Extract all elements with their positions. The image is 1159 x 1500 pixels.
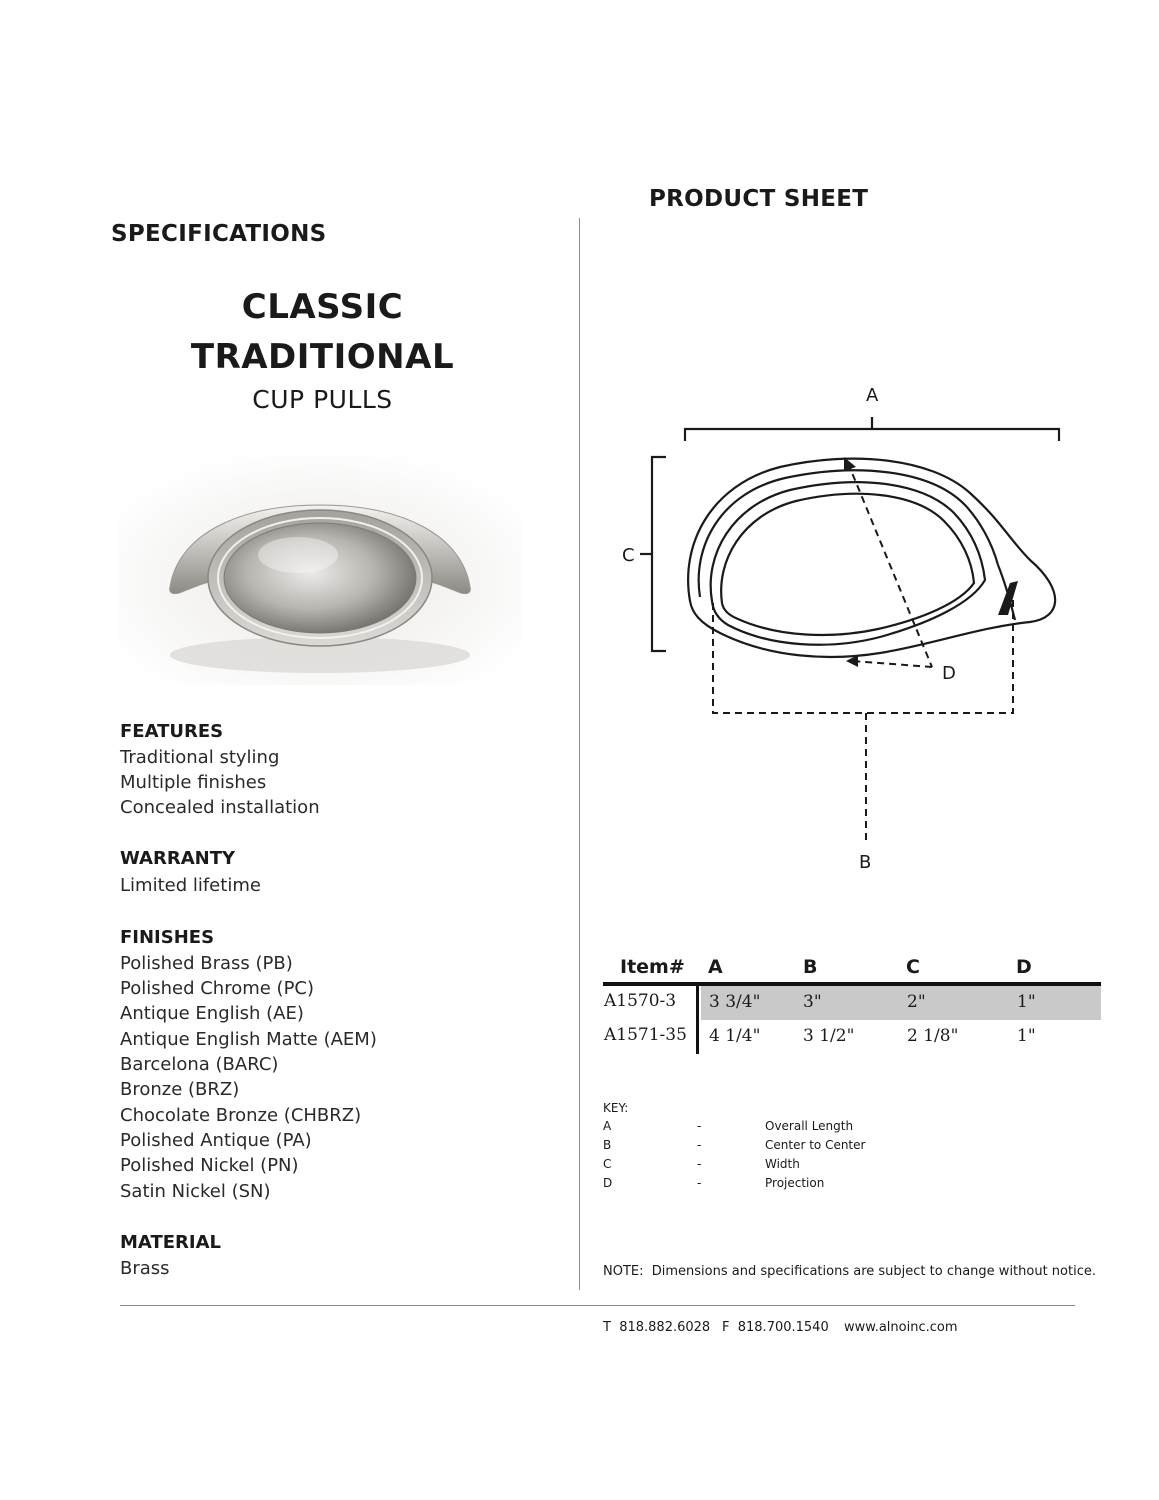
warranty-value: Limited lifetime	[120, 875, 261, 896]
feature-item: Concealed installation	[120, 797, 320, 818]
key-desc: Width	[765, 1157, 800, 1171]
table-cell: 3"	[803, 992, 822, 1012]
table-cell: 4 1/4"	[709, 1026, 761, 1046]
column-header-a: A	[708, 956, 723, 978]
dimension-label-a: A	[866, 385, 879, 406]
key-letter: B	[603, 1138, 612, 1152]
feature-item: Traditional styling	[120, 747, 280, 768]
key-title: KEY:	[603, 1101, 629, 1115]
dimension-label-b: B	[859, 852, 872, 873]
fax-number: F 818.700.1540	[722, 1320, 829, 1335]
disclaimer-note: NOTE: Dimensions and specifications are subject to change without notice.	[603, 1264, 1096, 1279]
table-cell: 2"	[907, 992, 926, 1012]
feature-item: Multiple finishes	[120, 772, 267, 793]
finish-item: Barcelona (BARC)	[120, 1054, 279, 1075]
table-cell: 1"	[1017, 992, 1036, 1012]
finish-item: Polished Nickel (PN)	[120, 1155, 299, 1176]
dimension-diagram	[600, 375, 1100, 895]
vertical-divider	[579, 218, 580, 1290]
column-header-b: B	[803, 956, 818, 978]
key-dash: -	[697, 1176, 702, 1190]
specifications-heading: SPECIFICATIONS	[111, 221, 327, 247]
table-cell: 2 1/8"	[907, 1026, 959, 1046]
finish-item: Antique English Matte (AEM)	[120, 1029, 377, 1050]
key-letter: D	[603, 1176, 613, 1190]
key-desc: Overall Length	[765, 1119, 854, 1133]
phone-number: T 818.882.6028	[603, 1320, 711, 1335]
footer-divider	[120, 1305, 1075, 1306]
column-header-d: D	[1016, 956, 1032, 978]
finishes-heading: FINISHES	[120, 927, 215, 948]
dimension-c-bracket	[652, 457, 666, 651]
finish-item: Polished Chrome (PC)	[120, 978, 315, 999]
table-cell-item: A1570-3	[604, 991, 677, 1011]
key-letter: C	[603, 1157, 612, 1171]
title-line-1: CLASSIC	[241, 287, 404, 327]
key-desc: Center to Center	[765, 1138, 866, 1152]
warranty-heading: WARRANTY	[120, 848, 236, 869]
table-row-highlight	[701, 986, 1101, 1020]
finish-item: Polished Brass (PB)	[120, 953, 293, 974]
title-line-2: TRADITIONAL	[190, 337, 455, 377]
dimension-b-box	[713, 585, 1013, 713]
table-column-rule	[696, 986, 699, 1054]
website-link[interactable]: www.alnoinc.com	[844, 1320, 958, 1335]
key-desc: Projection	[765, 1176, 825, 1190]
dimension-label-c: C	[622, 545, 635, 566]
column-header-c: C	[906, 956, 920, 978]
key-dash: -	[697, 1138, 702, 1152]
key-dash: -	[697, 1157, 702, 1171]
key-letter: A	[603, 1119, 612, 1133]
finish-item: Antique English (AE)	[120, 1003, 304, 1024]
table-cell: 1"	[1017, 1026, 1036, 1046]
table-cell: 3 3/4"	[709, 992, 761, 1012]
finish-item: Polished Antique (PA)	[120, 1130, 312, 1151]
material-value: Brass	[120, 1258, 170, 1279]
column-header-item: Item#	[620, 956, 685, 978]
features-heading: FEATURES	[120, 721, 224, 742]
finish-item: Bronze (BRZ)	[120, 1079, 240, 1100]
product-sheet-heading: PRODUCT SHEET	[649, 186, 869, 212]
key-dash: -	[697, 1119, 702, 1133]
material-heading: MATERIAL	[120, 1232, 221, 1253]
table-cell: 3 1/2"	[803, 1026, 855, 1046]
table-cell-item: A1571-35	[604, 1025, 687, 1045]
finish-item: Chocolate Bronze (CHBRZ)	[120, 1105, 362, 1126]
dimension-a-bracket	[685, 429, 1059, 441]
cup-pull-photo	[118, 455, 522, 685]
dimension-label-d: D	[942, 663, 956, 684]
finish-item: Satin Nickel (SN)	[120, 1181, 271, 1202]
title-line-3: CUP PULLS	[252, 385, 393, 414]
